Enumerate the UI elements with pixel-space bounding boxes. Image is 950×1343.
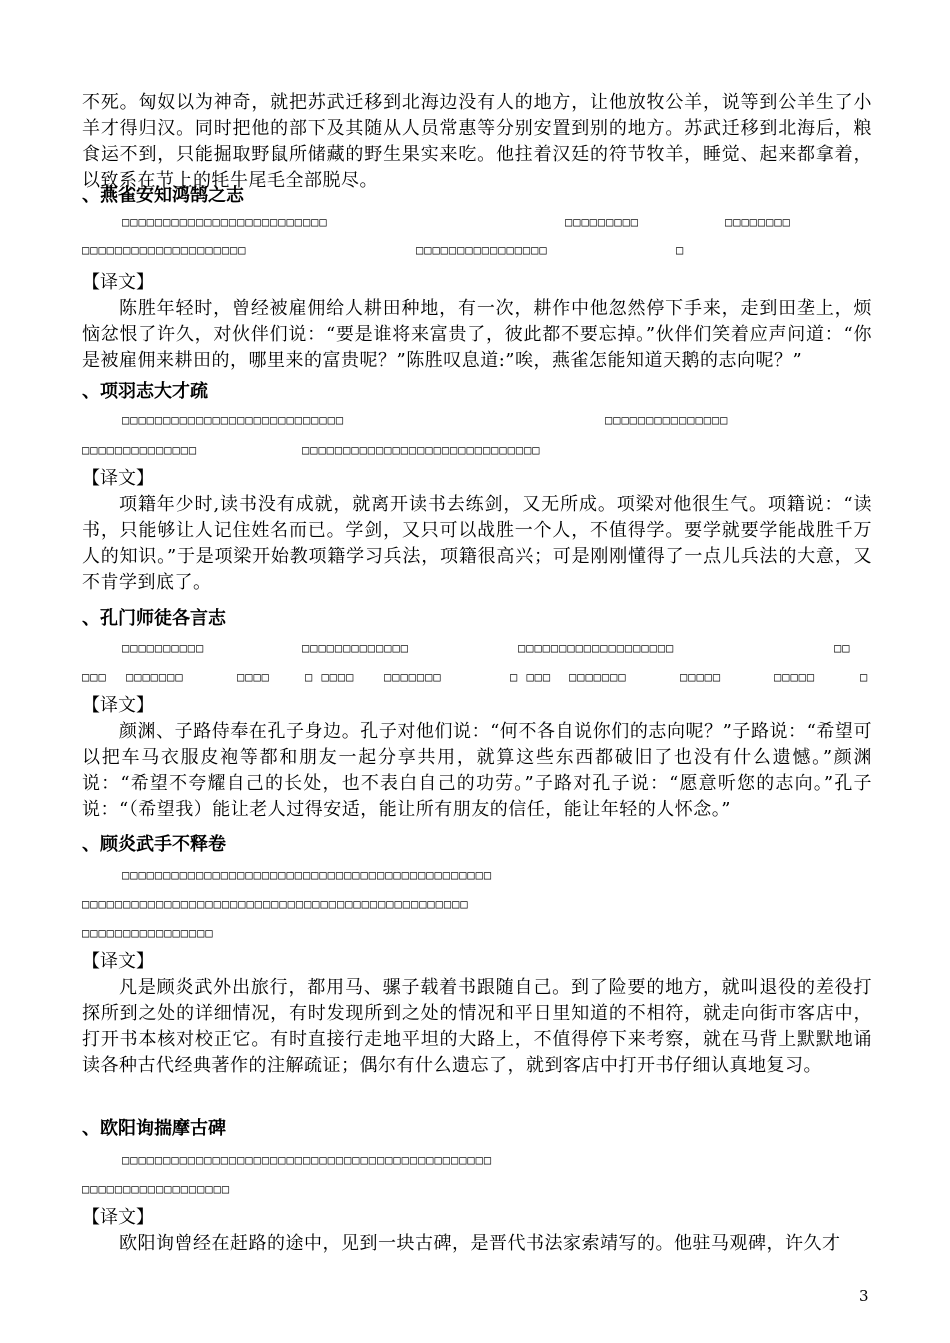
garbled-text: □□□□□□□□□□□□□□□□□□□□□□□□□□□ — [122, 413, 345, 427]
yiwen-label: 【译文】 — [82, 951, 154, 972]
translation-text: 凡是顾炎武外出旅行，都用马、骡子载着书跟随自己。到了险要的地方，就叫退役的差役打探所到之处的详细情况，有时发现所到之处的情况和平日里知道的不相符，就走向街市客店中，打开书本核对校正它。有时直接行走地平坦的大路上，不值得停下来考察，就在马背上默默地诵读各种古代经典著作的注解疏证；偶尔有什么遗忘了，就到客店中打开书仔细认真地复习。 — [82, 977, 872, 1076]
garbled-text: □□□□□□□□□□□□□□ — [82, 443, 198, 457]
translation-text: 颜渊、子路侍奉在孔子身边。孔子对他们说：“何不各自说你们的志向呢？”子路说：“希望可以把车马衣服皮袍等都和朋友一起分享共用，就算这些东西都破旧了也没有什么遗憾。”颜渊说：“希望不夸耀自己的长处，也不表白自己的功劳。”子路对孔子说：“愿意听您的志向。”孔子说：“（希望我）能让老人过得安适，能让所有朋友的信任，能让年轻的人怀念。” — [82, 721, 872, 820]
garbled-text: □□□□□□□□ — [725, 215, 791, 229]
yiwen-label: 【译文】 — [82, 1207, 154, 1228]
garbled-text: □□□□□□□□□□□□□□□□ — [416, 243, 548, 257]
garbled-text: □□□□□□□□□□□□□□□□□□□□□□□□□□□□□□□□□□□□□□□□□□□□□□□ — [82, 897, 469, 911]
yiwen-label: 【译文】 — [82, 272, 154, 293]
translation-paragraph — [82, 975, 872, 1079]
garbled-text: □□ — [834, 641, 851, 655]
translation-text: 陈胜年轻时，曾经被雇佣给人耕田种地，有一次，耕作中他忽然停下手来，走到田垄上，烦恼忿恨了许久，对伙伴们说：“要是谁将来富贵了，彼此都不要忘掉。”伙伴们笑着应声问道：“你是被雇佣来耕田的，哪里来的富贵呢？”陈胜叹息道:”唉，燕雀怎能知道天鹅的志向呢？” — [82, 298, 872, 371]
page-number: 3 — [859, 1287, 869, 1305]
garbled-text: □□□□□□□ — [384, 670, 442, 684]
garbled-text: □□□□□□□□□□□□□ — [302, 641, 409, 655]
garbled-text: □□□□□□□□□ — [565, 215, 640, 229]
garbled-text: □□□□□□□□□□□□□□□□□□□□ — [82, 243, 247, 257]
garbled-text: □□□□□□□□□□□□□□□□□□ — [82, 1182, 231, 1196]
section-heading-ouyangxun: 、欧阳询揣摩古碑 — [82, 1118, 226, 1139]
translation-paragraph — [82, 492, 872, 596]
garbled-text: □□□□□□□ — [569, 670, 627, 684]
garbled-text: □□□□□□□□□□□□□□□ — [605, 413, 729, 427]
garbled-text: □□□□□□□□□□ — [122, 641, 205, 655]
yiwen-label: 【译文】 — [82, 695, 154, 716]
section-heading-kongmen: 、孔门师徒各言志 — [82, 608, 226, 629]
garbled-text: □□□□□□□□□□□□□□□□ — [82, 926, 214, 940]
intro-paragraph — [82, 90, 872, 194]
section-heading-xiangyu: 、项羽志大才疏 — [82, 381, 208, 402]
translation-paragraph — [82, 1231, 872, 1257]
translation-text: 欧阳询曾经在赶路的途中，见到一块古碑，是晋代书法家索靖写的。他驻马观碑，许久才 — [119, 1233, 841, 1254]
garbled-text: □ □□□□ — [305, 670, 355, 684]
section-heading-yanque: 、燕雀安知鸿鹄之志 — [82, 185, 244, 206]
garbled-text: □□□□□□□□□□□□□□□□□□□□□□□□□□□□□□□□□□□□□□□□□□□□□ — [122, 868, 493, 882]
section-heading-guyanwu: 、顾炎武手不释卷 — [82, 834, 226, 855]
garbled-text: □□□□□□□ — [126, 670, 184, 684]
garbled-text: □□□□□□□□□□□□□□□□□□□□□□□□□□□□□ — [302, 443, 541, 457]
garbled-text: □□□□□□□□□□□□□□□□□□□□□□□□□ — [122, 215, 328, 229]
garbled-text: □□□□ — [237, 670, 270, 684]
garbled-text: □□□□□ — [774, 670, 816, 684]
translation-paragraph — [82, 296, 872, 374]
garbled-text: □ □□□ — [510, 670, 552, 684]
yiwen-label: 【译文】 — [82, 468, 154, 489]
translation-paragraph — [82, 719, 872, 823]
translation-text: 项籍年少时,读书没有成就，就离开读书去练剑，又无所成。项梁对他很生气。项籍说：“读书，只能够让人记住姓名而已。学剑，又只可以战胜一个人，不值得学。要学就要学能战胜千万人的知识。”于是项梁开始教项籍学习兵法，项籍很高兴；可是刚刚懂得了一点儿兵法的大意，又不肯学到底了。 — [82, 494, 872, 593]
garbled-text: □□□□□□□□□□□□□□□□□□□ — [518, 641, 675, 655]
intro-text: 不死。匈奴以为神奇，就把苏武迁移到北海边没有人的地方，让他放牧公羊，说等到公羊生了小羊才得归汉。同时把他的部下及其随从人员常惠等分别安置到别的地方。苏武迁移到北海后，粮食运不到，只能掘取野鼠所储藏的野生果实来吃。他拄着汉廷的符节牧羊，睡觉、起来都拿着，以致系在节上的牦牛尾毛全部脱尽。 — [82, 92, 872, 191]
garbled-text: □ — [860, 670, 869, 684]
garbled-text: □ — [676, 243, 685, 257]
garbled-text: □□□ — [82, 670, 107, 684]
garbled-text: □□□□□ — [680, 670, 722, 684]
garbled-text: □□□□□□□□□□□□□□□□□□□□□□□□□□□□□□□□□□□□□□□□□□□□□ — [122, 1153, 493, 1167]
